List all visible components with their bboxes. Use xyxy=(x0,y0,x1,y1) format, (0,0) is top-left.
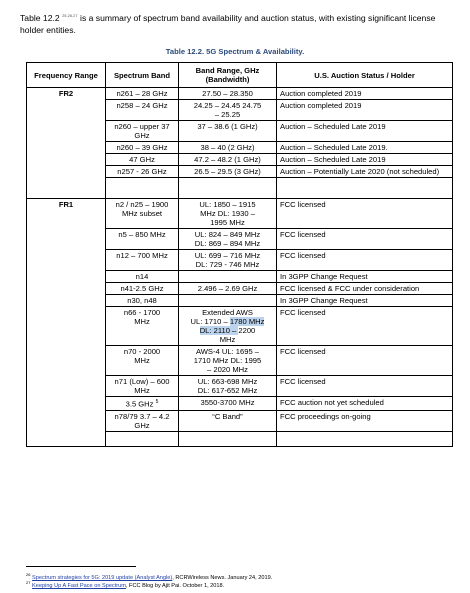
footnote-number: 26 xyxy=(26,572,31,577)
header-frequency-range: Frequency Range xyxy=(27,63,106,88)
header-auction-status: U.S. Auction Status / Holder xyxy=(277,63,453,88)
range-cell: AWS-4 UL: 1695 – 1710 MHz DL: 1995 – 2020 MHz xyxy=(179,346,277,376)
band-cell: n41-2.5 GHz xyxy=(106,283,179,295)
highlighted-text: 1780 MHz xyxy=(229,317,265,326)
empty-cell xyxy=(106,178,179,199)
intro-reference-numbers: 25,26,27 xyxy=(62,13,78,18)
table-row xyxy=(27,88,453,100)
table-header-row xyxy=(27,63,453,88)
status-cell: FCC licensed xyxy=(277,199,453,229)
band-cell: 47 GHz xyxy=(106,154,179,166)
empty-cell xyxy=(277,178,453,199)
band-cell: n261 – 28 GHz xyxy=(106,88,179,100)
band-cell: n257 - 26 GHz xyxy=(106,166,179,178)
status-cell: FCC licensed xyxy=(277,376,453,397)
status-cell: FCC licensed xyxy=(277,307,453,346)
status-cell: FCC auction not yet scheduled xyxy=(277,397,453,411)
frequency-range-fr2: FR2 xyxy=(27,88,106,199)
table-row xyxy=(27,199,453,229)
range-cell: 27.50 – 28.350 xyxy=(179,88,277,100)
footnote-link[interactable]: Spectrum strategies for 5G: 2019 update (Analyst Angle) xyxy=(32,574,173,581)
status-cell: FCC licensed xyxy=(277,250,453,271)
empty-cell xyxy=(179,431,277,446)
range-cell xyxy=(179,271,277,283)
range-cell: 3550-3700 MHz xyxy=(179,397,277,411)
band-cell: n260 – 39 GHz xyxy=(106,142,179,154)
range-cell: 26.5 – 29.5 (3 GHz) xyxy=(179,166,277,178)
empty-cell xyxy=(179,178,277,199)
status-cell: Auction – Potentially Late 2020 (not scheduled) xyxy=(277,166,453,178)
band-cell: n258 – 24 GHz xyxy=(106,100,179,121)
range-text: 2200 xyxy=(238,326,256,335)
range-line: Extended AWS xyxy=(202,308,253,317)
status-cell: FCC licensed xyxy=(277,229,453,250)
status-cell: FCC proceedings on-going xyxy=(277,410,453,431)
range-line xyxy=(182,317,273,326)
band-cell: n260 – upper 37 GHz xyxy=(106,121,179,142)
footnote-number: 27 xyxy=(26,580,31,585)
range-cell: 47.2 – 48.2 (1 GHz) xyxy=(179,154,277,166)
range-cell: UL: 824 – 849 MHz DL: 869 – 894 MHz xyxy=(179,229,277,250)
band-cell: n12 – 700 MHz xyxy=(106,250,179,271)
empty-cell xyxy=(277,431,453,446)
band-cell: n71 (Low) – 600 MHz xyxy=(106,376,179,397)
range-cell: UL: 1850 – 1915 MHz DL: 1930 – 1995 MHz xyxy=(179,199,277,229)
range-text: UL: 1710 – xyxy=(190,317,230,326)
header-spectrum-band: Spectrum Band xyxy=(106,63,179,88)
band-cell: n70 - 2000 MHz xyxy=(106,346,179,376)
band-cell xyxy=(106,397,179,411)
footnote-text: , RCRWireless News. January 24, 2019. xyxy=(172,574,273,581)
range-line xyxy=(182,326,273,335)
band-cell: n30, n48 xyxy=(106,295,179,307)
intro-paragraph xyxy=(20,10,460,36)
band-cell: n5 – 850 MHz xyxy=(106,229,179,250)
footnote-link[interactable]: Keeping Up A Fast Pace on Spectrum xyxy=(32,582,126,589)
status-cell: Auction – Scheduled Late 2019. xyxy=(277,142,453,154)
range-cell xyxy=(179,295,277,307)
header-band-range: Band Range, GHz (Bandwidth) xyxy=(179,63,277,88)
footnote-text: , FCC Blog by Ajit Pai. October 1, 2018. xyxy=(125,582,225,589)
band-text: 3.5 GHz xyxy=(125,399,154,409)
status-cell: In 3GPP Change Request xyxy=(277,295,453,307)
footnote-27 xyxy=(26,579,224,590)
range-cell: 24.25 – 24.45 24.75 – 25.25 xyxy=(179,100,277,121)
status-cell: Auction – Scheduled Late 2019 xyxy=(277,154,453,166)
status-cell: FCC licensed xyxy=(277,346,453,376)
band-cell: n78/79 3.7 – 4.2 GHz xyxy=(106,410,179,431)
table-reference: Table 12.2 xyxy=(20,12,60,23)
range-cell-n66 xyxy=(179,307,277,346)
highlighted-text: DL: 2110 – xyxy=(199,326,239,335)
range-cell: 2.496 – 2.69 GHz xyxy=(179,283,277,295)
status-cell: In 3GPP Change Request xyxy=(277,271,453,283)
range-cell: UL: 699 – 716 MHz DL: 729 - 746 MHz xyxy=(179,250,277,271)
range-cell: UL: 663-698 MHz DL: 617-652 MHz xyxy=(179,376,277,397)
table-caption: Table 12.2. 5G Spectrum & Availability. xyxy=(165,47,305,56)
frequency-range-fr1: FR1 xyxy=(27,199,106,447)
band-cell: n2 / n25 – 1900 MHz subset xyxy=(106,199,179,229)
band-footnote: 5 xyxy=(155,399,159,405)
status-cell: FCC licensed & FCC under consideration xyxy=(277,283,453,295)
footnote-divider xyxy=(26,566,136,567)
range-line: MHz xyxy=(219,335,236,344)
intro-text: is a summary of spectrum band availability and auction status, with existing significant license holder entities. xyxy=(20,12,436,35)
status-cell: Auction – Scheduled Late 2019 xyxy=(277,121,453,142)
range-cell: 38 – 40 (2 GHz) xyxy=(179,142,277,154)
spectrum-table xyxy=(26,62,453,447)
range-cell: 37 – 38.6 (1 GHz) xyxy=(179,121,277,142)
range-cell: “C Band” xyxy=(179,410,277,431)
status-cell: Auction completed 2019 xyxy=(277,88,453,100)
band-cell: n66 - 1700 MHz xyxy=(106,307,179,346)
empty-cell xyxy=(106,431,179,446)
band-cell: n14 xyxy=(106,271,179,283)
status-cell: Auction completed 2019 xyxy=(277,100,453,121)
